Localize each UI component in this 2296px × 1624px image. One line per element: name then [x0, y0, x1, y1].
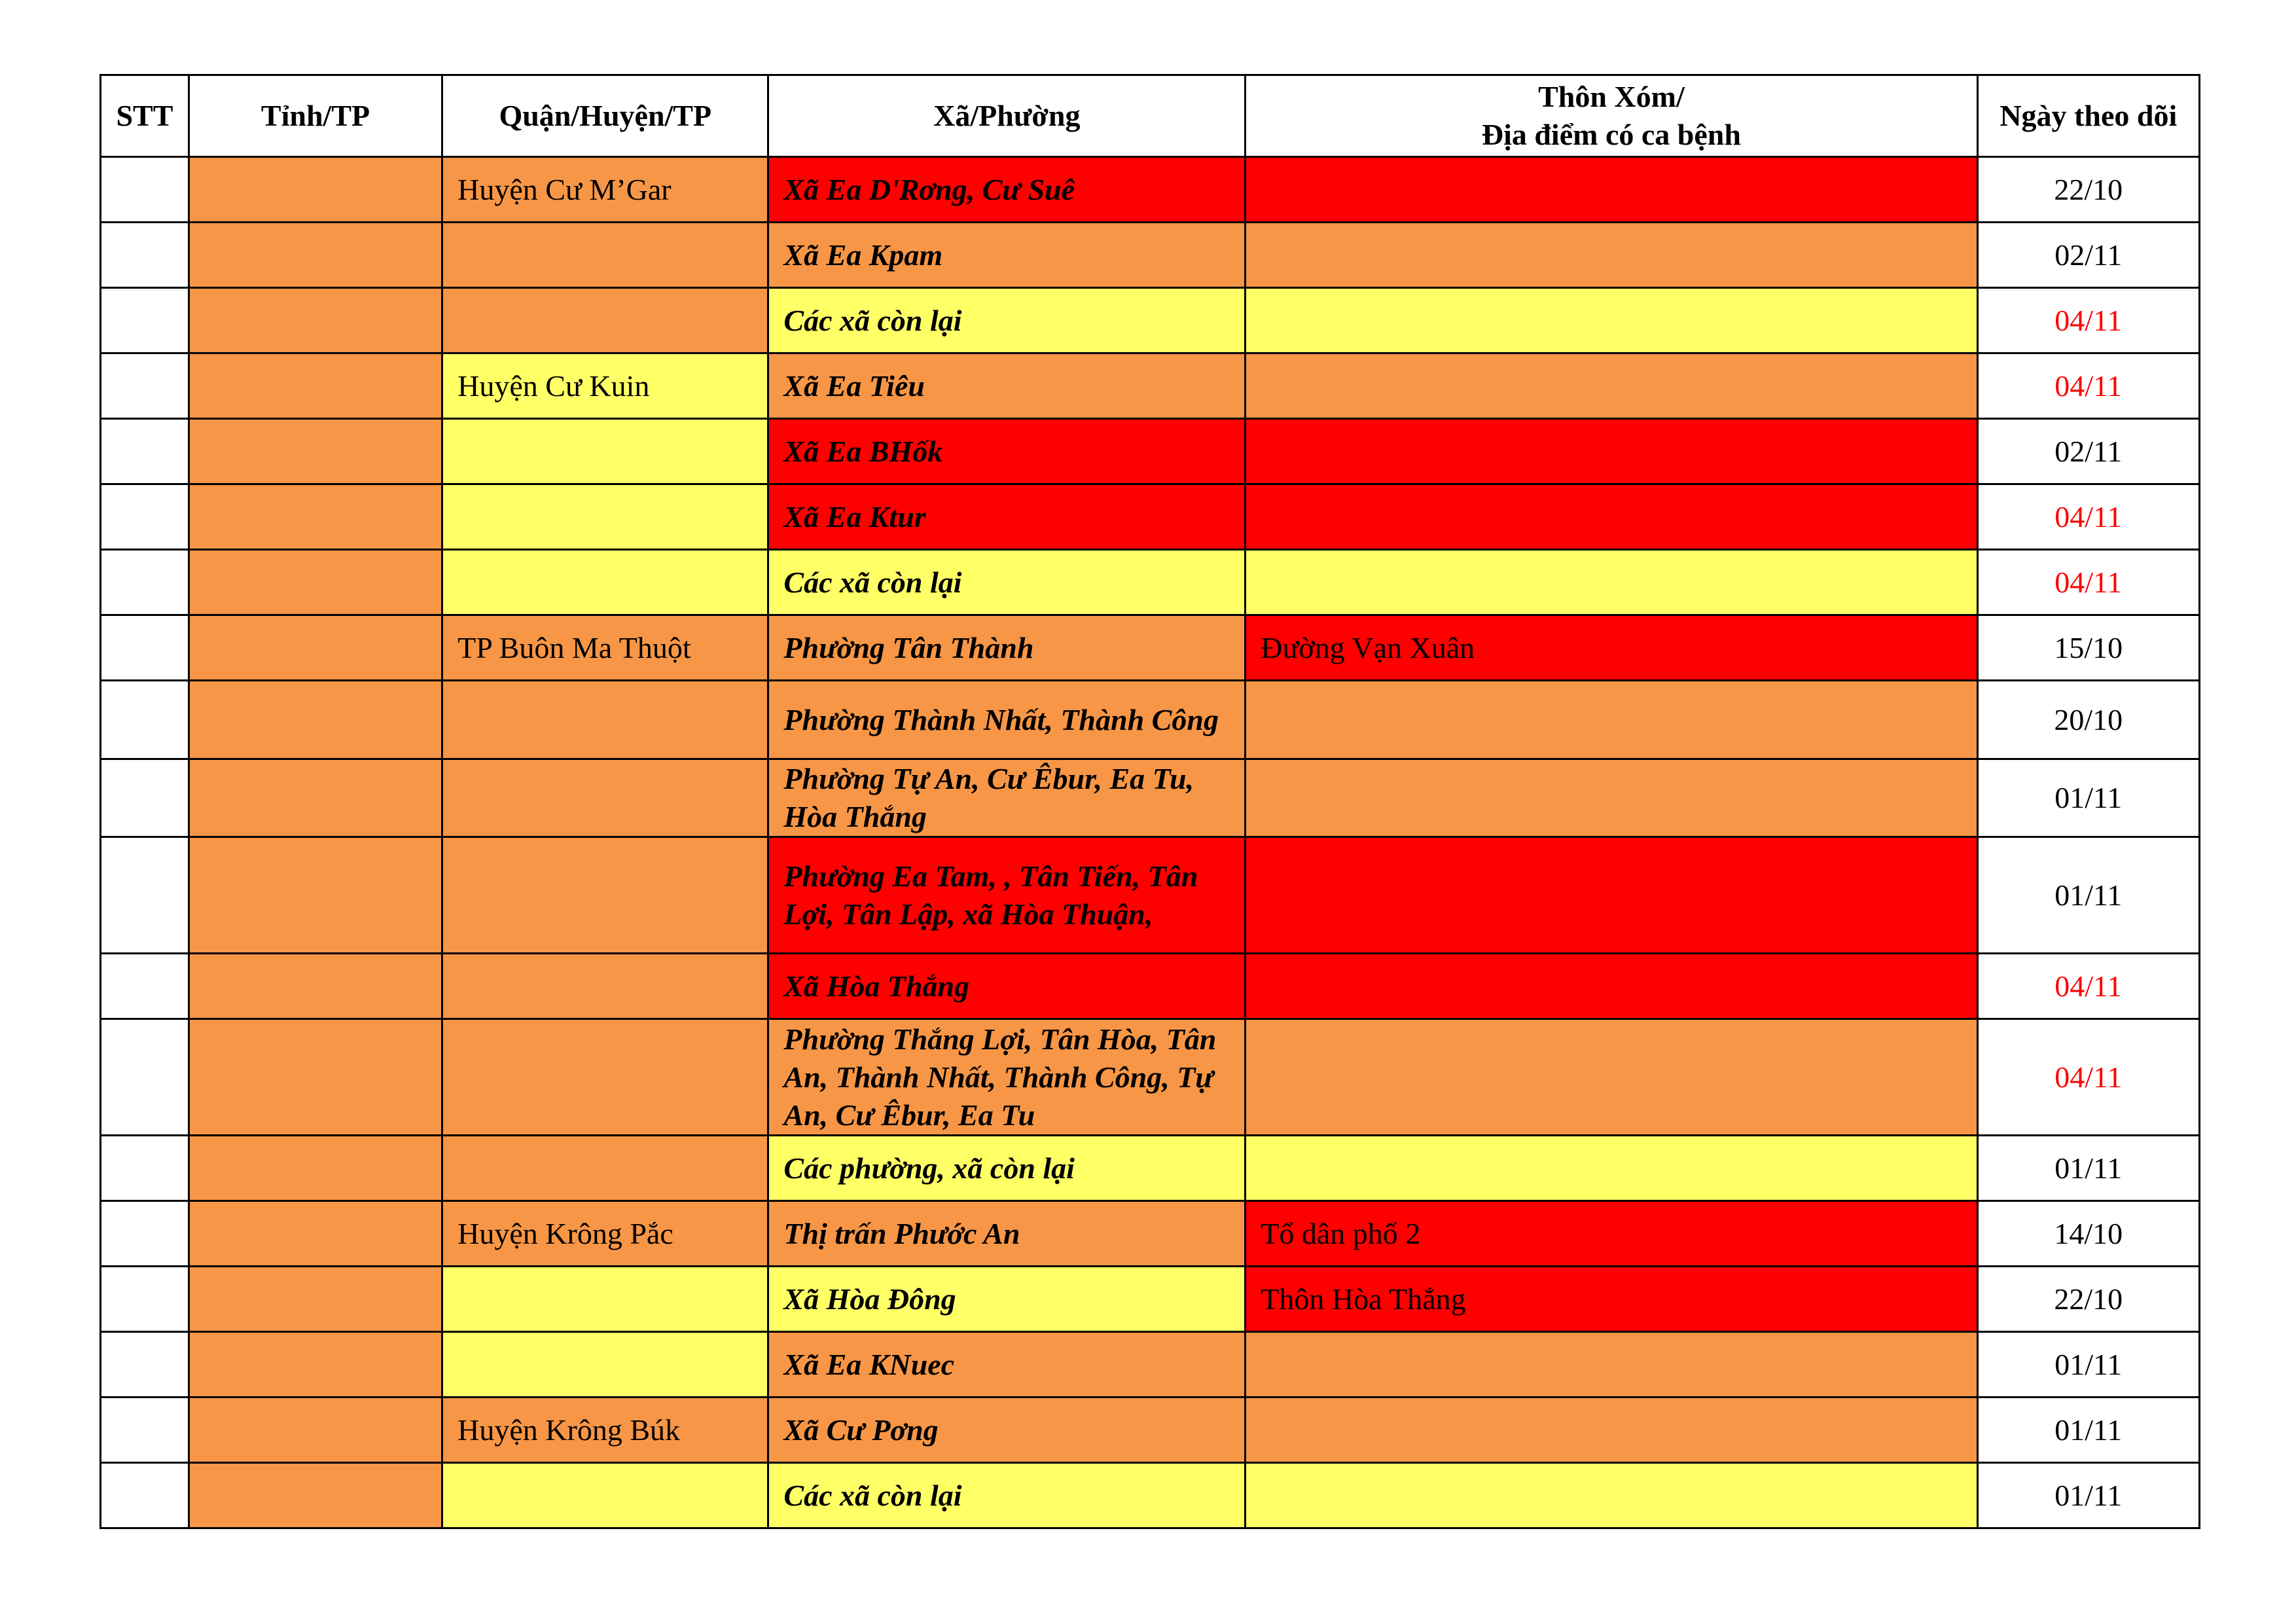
hamlet-cell: [1246, 1332, 1977, 1398]
district-cell: [442, 1463, 768, 1528]
hamlet-cell: [1246, 223, 1977, 288]
commune-cell: Xã Ea BHốk: [768, 419, 1246, 484]
stt-cell: [101, 615, 189, 681]
hamlet-cell: [1246, 288, 1977, 353]
table-row: [101, 157, 2200, 223]
table-row: [101, 550, 2200, 615]
commune-cell: Phường Thắng Lợi, Tân Hòa, Tân An, Thành Nhất, Thành Công, Tự An, Cư Êbur, Ea Tu: [768, 1019, 1246, 1136]
commune-cell: Phường Tân Thành: [768, 615, 1246, 681]
stt-cell: [101, 1463, 189, 1528]
header-hamlet: [1246, 75, 1977, 157]
province-cell: [188, 837, 442, 954]
table-row: [101, 419, 2200, 484]
commune-cell: Xã Ea KNuec: [768, 1332, 1246, 1398]
commune-cell: Các xã còn lại: [768, 288, 1246, 353]
date-cell: 04/11: [1977, 550, 2199, 615]
commune-cell: Xã Hòa Đông: [768, 1267, 1246, 1332]
date-cell: 01/11: [1977, 1136, 2199, 1201]
province-cell: [188, 223, 442, 288]
stt-cell: [101, 759, 189, 837]
date-cell: 02/11: [1977, 419, 2199, 484]
district-cell: [442, 1267, 768, 1332]
stt-cell: [101, 837, 189, 954]
table-row: [101, 1332, 2200, 1398]
stt-cell: [101, 157, 189, 223]
hamlet-cell: [1246, 837, 1977, 954]
stt-cell: [101, 1136, 189, 1201]
district-cell: Huyện Cư M’Gar: [442, 157, 768, 223]
table-row: [101, 288, 2200, 353]
date-cell: 04/11: [1977, 1019, 2199, 1136]
table-row: [101, 837, 2200, 954]
header-hamlet-line2: Địa điểm có ca bệnh: [1481, 118, 1741, 151]
district-cell: Huyện Krông Búk: [442, 1398, 768, 1463]
table-row: [101, 1398, 2200, 1463]
stt-cell: [101, 1019, 189, 1136]
province-cell: [188, 157, 442, 223]
commune-cell: Xã Ea D'Rơng, Cư Suê: [768, 157, 1246, 223]
province-cell: [188, 615, 442, 681]
date-cell: 04/11: [1977, 954, 2199, 1019]
stt-cell: [101, 419, 189, 484]
hamlet-cell: Đường Vạn Xuân: [1246, 615, 1977, 681]
hamlet-cell: [1246, 1398, 1977, 1463]
hamlet-cell: [1246, 681, 1977, 759]
header-province: Tỉnh/TP: [188, 75, 442, 157]
stt-cell: [101, 353, 189, 419]
header-hamlet-line1: Thôn Xóm/: [1538, 80, 1685, 113]
commune-cell: Thị trấn Phước An: [768, 1201, 1246, 1267]
district-cell: [442, 759, 768, 837]
hamlet-cell: [1246, 157, 1977, 223]
header-district: Quận/Huyện/TP: [442, 75, 768, 157]
province-cell: [188, 550, 442, 615]
district-cell: [442, 1019, 768, 1136]
province-cell: [188, 681, 442, 759]
commune-cell: Các xã còn lại: [768, 550, 1246, 615]
commune-cell: Xã Cư Pơng: [768, 1398, 1246, 1463]
table-row: [101, 615, 2200, 681]
district-cell: Huyện Krông Pắc: [442, 1201, 768, 1267]
district-cell: [442, 1332, 768, 1398]
table-row: [101, 954, 2200, 1019]
hamlet-cell: [1246, 353, 1977, 419]
commune-cell: Xã Hòa Thắng: [768, 954, 1246, 1019]
district-cell: [442, 223, 768, 288]
hamlet-cell: [1246, 484, 1977, 550]
table-row: [101, 1463, 2200, 1528]
header-commune: Xã/Phường: [768, 75, 1246, 157]
commune-cell: Các phường, xã còn lại: [768, 1136, 1246, 1201]
district-cell: [442, 954, 768, 1019]
hamlet-cell: Tổ dân phố 2: [1246, 1201, 1977, 1267]
district-cell: [442, 484, 768, 550]
stt-cell: [101, 1201, 189, 1267]
header-date: Ngày theo dõi: [1977, 75, 2199, 157]
stt-cell: [101, 288, 189, 353]
stt-cell: [101, 954, 189, 1019]
province-cell: [188, 759, 442, 837]
hamlet-cell: [1246, 1136, 1977, 1201]
date-cell: 01/11: [1977, 1463, 2199, 1528]
date-cell: 01/11: [1977, 1332, 2199, 1398]
province-cell: [188, 1267, 442, 1332]
district-cell: Huyện Cư Kuin: [442, 353, 768, 419]
date-cell: 04/11: [1977, 288, 2199, 353]
date-cell: 15/10: [1977, 615, 2199, 681]
date-cell: 04/11: [1977, 353, 2199, 419]
province-cell: [188, 1332, 442, 1398]
province-cell: [188, 288, 442, 353]
district-cell: [442, 288, 768, 353]
date-cell: 22/10: [1977, 157, 2199, 223]
table-row: [101, 1136, 2200, 1201]
commune-cell: Các xã còn lại: [768, 1463, 1246, 1528]
date-cell: 02/11: [1977, 223, 2199, 288]
header-row: [101, 75, 2200, 157]
district-cell: TP Buôn Ma Thuột: [442, 615, 768, 681]
province-cell: [188, 353, 442, 419]
table-row: [101, 759, 2200, 837]
province-cell: [188, 484, 442, 550]
district-cell: [442, 837, 768, 954]
hamlet-cell: [1246, 759, 1977, 837]
stt-cell: [101, 1267, 189, 1332]
table-body: [101, 157, 2200, 1528]
table-row: [101, 1019, 2200, 1136]
stt-cell: [101, 1398, 189, 1463]
district-cell: [442, 419, 768, 484]
table-row: [101, 353, 2200, 419]
date-cell: 01/11: [1977, 759, 2199, 837]
province-cell: [188, 1398, 442, 1463]
date-cell: 04/11: [1977, 484, 2199, 550]
monitoring-table: [99, 74, 2200, 1529]
hamlet-cell: [1246, 550, 1977, 615]
date-cell: 20/10: [1977, 681, 2199, 759]
date-cell: 22/10: [1977, 1267, 2199, 1332]
stt-cell: [101, 681, 189, 759]
table-row: [101, 484, 2200, 550]
hamlet-cell: [1246, 419, 1977, 484]
hamlet-cell: [1246, 954, 1977, 1019]
date-cell: 01/11: [1977, 837, 2199, 954]
province-cell: [188, 954, 442, 1019]
hamlet-cell: Thôn Hòa Thắng: [1246, 1267, 1977, 1332]
header-stt: STT: [101, 75, 189, 157]
table-row: [101, 681, 2200, 759]
hamlet-cell: [1246, 1019, 1977, 1136]
province-cell: [188, 1136, 442, 1201]
commune-cell: Xã Ea Tiêu: [768, 353, 1246, 419]
date-cell: 01/11: [1977, 1398, 2199, 1463]
province-cell: [188, 1201, 442, 1267]
stt-cell: [101, 484, 189, 550]
district-cell: [442, 681, 768, 759]
province-cell: [188, 419, 442, 484]
hamlet-cell: [1246, 1463, 1977, 1528]
district-cell: [442, 550, 768, 615]
province-cell: [188, 1463, 442, 1528]
commune-cell: Phường Thành Nhất, Thành Công: [768, 681, 1246, 759]
table-row: [101, 1267, 2200, 1332]
stt-cell: [101, 550, 189, 615]
stt-cell: [101, 1332, 189, 1398]
stt-cell: [101, 223, 189, 288]
commune-cell: Phường Tự An, Cư Êbur, Ea Tu, Hòa Thắng: [768, 759, 1246, 837]
district-cell: [442, 1136, 768, 1201]
table-row: [101, 1201, 2200, 1267]
date-cell: 14/10: [1977, 1201, 2199, 1267]
province-cell: [188, 1019, 442, 1136]
commune-cell: Xã Ea Ktur: [768, 484, 1246, 550]
commune-cell: Phường Ea Tam, , Tân Tiến, Tân Lợi, Tân Lập, xã Hòa Thuận,: [768, 837, 1246, 954]
commune-cell: Xã Ea Kpam: [768, 223, 1246, 288]
table-row: [101, 223, 2200, 288]
